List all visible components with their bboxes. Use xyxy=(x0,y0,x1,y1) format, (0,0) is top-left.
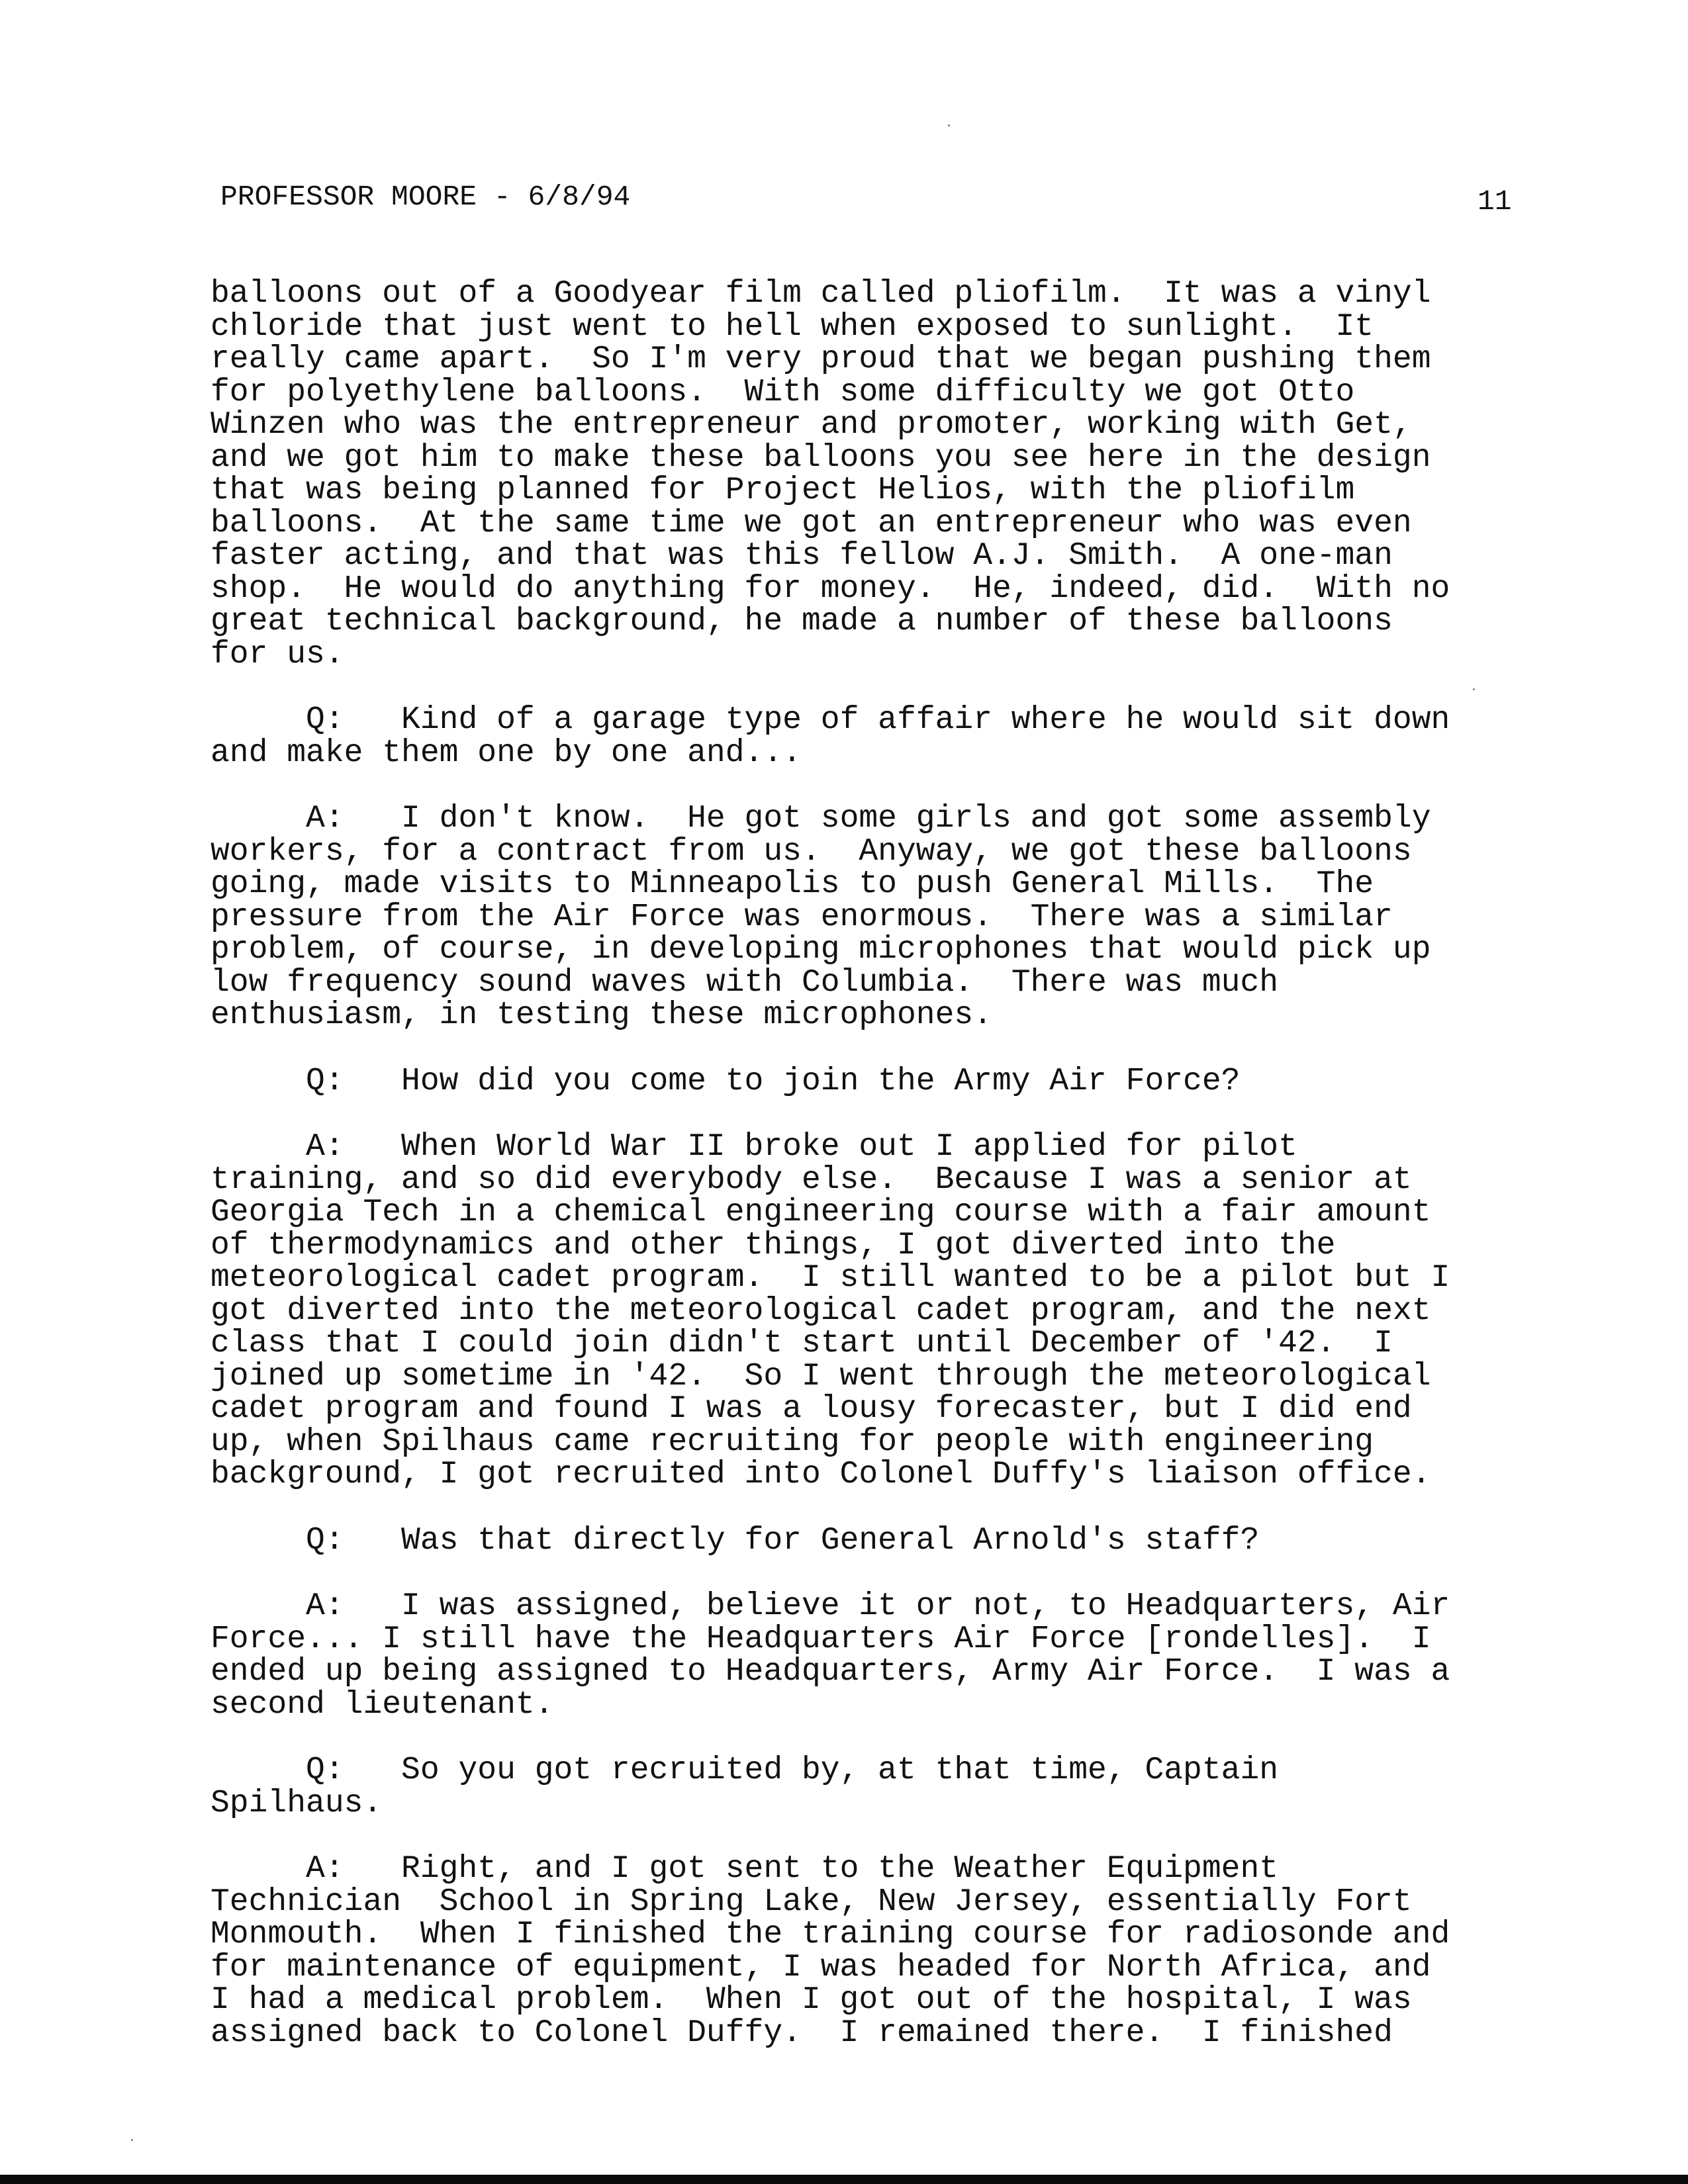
paragraph xyxy=(211,704,1528,770)
text-line: background, I got recruited into Colonel Duffy's liaison office. xyxy=(211,1457,1431,1492)
text-line: workers, for a contract from us. Anyway, we got these balloons xyxy=(211,833,1412,870)
text-line: Q: Kind of a garage type of affair where he would sit down xyxy=(211,702,1450,738)
page-number: 11 xyxy=(1477,185,1512,218)
paragraph xyxy=(211,803,1528,1032)
text-line: A: When World War II broke out I applied for pilot xyxy=(211,1129,1297,1165)
text-line: chloride that just went to hell when exposed to sunlight. It xyxy=(211,308,1374,345)
text-line: for maintenance of equipment, I was headed for North Africa, and xyxy=(211,1949,1431,1985)
transcript-body xyxy=(211,278,1528,2050)
text-line: second lieutenant. xyxy=(211,1686,554,1723)
text-line: ended up being assigned to Headquarters, Army Air Force. I was a xyxy=(211,1654,1450,1690)
text-line: really came apart. So I'm very proud that we began pushing them xyxy=(211,341,1431,377)
text-line: shop. He would do anything for money. He, indeed, did. With no xyxy=(211,570,1450,607)
text-line: Winzen who was the entrepreneur and promoter, working with Get, xyxy=(211,407,1412,443)
text-line: of thermodynamics and other things, I got diverted into the xyxy=(211,1227,1336,1263)
text-line: great technical background, he made a number of these balloons xyxy=(211,604,1393,639)
text-line: for polyethylene balloons. With some difficulty we got Otto xyxy=(211,374,1355,410)
text-line: for us. xyxy=(211,636,344,672)
text-line: problem, of course, in developing microphones that would pick up xyxy=(211,932,1431,968)
text-line: Spilhaus. xyxy=(211,1785,383,1821)
paragraph-gap xyxy=(211,1820,1528,1853)
text-line: low frequency sound waves with Columbia. There was much xyxy=(211,964,1279,1001)
paragraph-gap xyxy=(211,1557,1528,1590)
text-line: assigned back to Colonel Duffy. I remained there. I finished xyxy=(211,2015,1393,2051)
paragraph xyxy=(211,1754,1528,1820)
text-line: class that I could join didn't start until December of '42. I xyxy=(211,1326,1393,1361)
scan-speck xyxy=(131,2139,133,2141)
paragraph-gap xyxy=(211,1721,1528,1754)
text-line: balloons out of a Goodyear film called pliofilm. It was a vinyl xyxy=(211,276,1431,312)
text-line: going, made visits to Minneapolis to push General Mills. The xyxy=(211,866,1374,902)
running-header-title: PROFESSOR MOORE - 6/8/94 xyxy=(220,181,631,213)
text-line: got diverted into the meteorological cadet program, and the next xyxy=(211,1293,1431,1329)
text-line: joined up sometime in '42. So I went through the meteorological xyxy=(211,1358,1431,1394)
paragraph-gap xyxy=(211,671,1528,704)
text-line: that was being planned for Project Helios, with the pliofilm xyxy=(211,473,1355,508)
text-line: meteorological cadet program. I still wanted to be a pilot but I xyxy=(211,1260,1450,1296)
paragraph xyxy=(211,1522,1528,1559)
paragraph xyxy=(211,1131,1528,1492)
paragraph-gap xyxy=(211,770,1528,803)
text-line: enthusiasm, in testing these microphones. xyxy=(211,997,992,1033)
paragraph-gap xyxy=(211,1098,1528,1131)
paragraph xyxy=(211,278,1528,671)
text-line: Q: Was that directly for General Arnold's staff? xyxy=(211,1522,1260,1559)
text-line: I had a medical problem. When I got out of the hospital, I was xyxy=(211,1982,1412,2018)
text-line: faster acting, and that was this fellow A.J. Smith. A one-man xyxy=(211,538,1393,574)
text-line: and we got him to make these balloons you see here in the design xyxy=(211,439,1431,476)
scan-bottom-edge xyxy=(0,2175,1688,2184)
text-line: up, when Spilhaus came recruiting for people with engineering xyxy=(211,1424,1374,1460)
text-line: Q: So you got recruited by, at that time, Captain xyxy=(211,1752,1279,1788)
paragraph-gap xyxy=(211,1492,1528,1525)
scan-speck xyxy=(948,124,950,126)
text-line: A: I don't know. He got some girls and got some assembly xyxy=(211,801,1431,837)
text-line: A: Right, and I got sent to the Weather Equipment xyxy=(211,1851,1279,1887)
paragraph xyxy=(211,1590,1528,1721)
paragraph xyxy=(211,1853,1528,2050)
paragraph-gap xyxy=(211,1032,1528,1066)
text-line: Technician School in Spring Lake, New Jersey, essentially Fort xyxy=(211,1884,1412,1920)
text-line: training, and so did everybody else. Because I was a senior at xyxy=(211,1161,1412,1198)
text-line: pressure from the Air Force was enormous. There was a similar xyxy=(211,899,1393,935)
text-line: and make them one by one and... xyxy=(211,735,802,771)
text-line: Force... I still have the Headquarters Air Force [rondelles]. I xyxy=(211,1621,1431,1657)
scan-speck xyxy=(1473,688,1475,690)
text-line: Monmouth. When I finished the training course for radiosonde and xyxy=(211,1917,1450,1952)
text-line: balloons. At the same time we got an entrepreneur who was even xyxy=(211,505,1412,541)
paragraph xyxy=(211,1063,1528,1099)
text-line: Georgia Tech in a chemical engineering course with a fair amount xyxy=(211,1195,1431,1230)
text-line: Q: How did you come to join the Army Air Force? xyxy=(211,1063,1241,1099)
text-line: cadet program and found I was a lousy forecaster, but I did end xyxy=(211,1391,1412,1427)
text-line: A: I was assigned, believe it or not, to Headquarters, Air xyxy=(211,1588,1450,1624)
